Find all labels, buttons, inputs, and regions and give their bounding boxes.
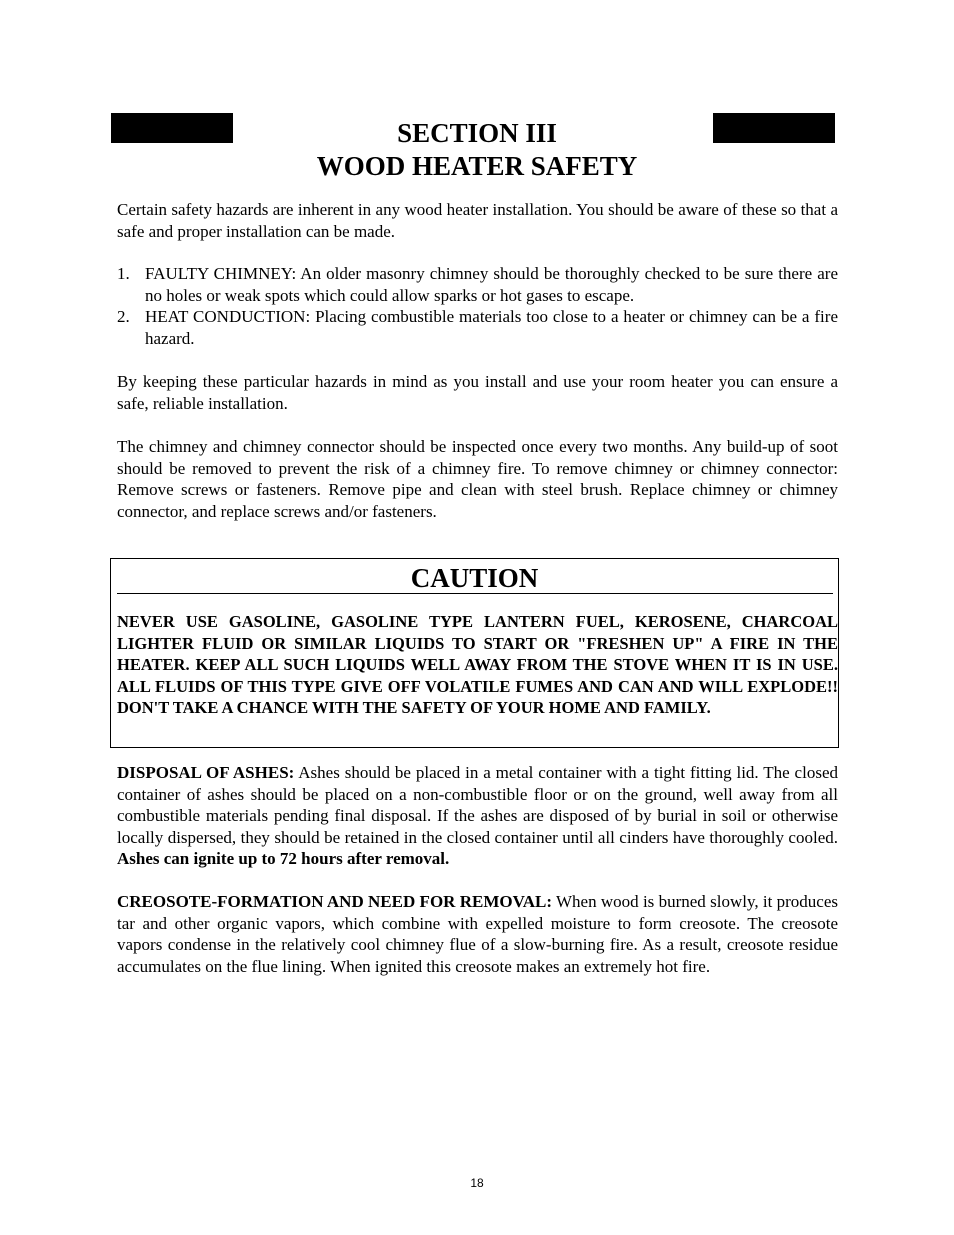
creosote-heading: CREOSOTE-FORMATION AND NEED FOR REMOVAL:	[117, 892, 552, 911]
safety-paragraph: By keeping these particular hazards in mind as you install and use your room heater you can ensure a safe, reliable installation.	[117, 372, 838, 413]
caution-box	[110, 558, 839, 748]
caution-title: CAUTION	[410, 563, 539, 593]
caution-text: NEVER USE GASOLINE, GASOLINE TYPE LANTERN FUEL, KEROSENE, CHARCOAL LIGHTER FLUID OR SIMILAR LIQUIDS TO START OR "FRESHEN UP" A FIRE IN THE HEATER. KEEP ALL SUCH LIQUIDS WELL AWAY FROM THE STOVE WHEN IT IS IN USE. ALL FLUIDS OF THIS TYPE GIVE OFF VOLATILE FUMES AND CAN AND WILL EXPLODE!! DON'T TAKE A CHANCE WITH THE SAFETY OF YOUR HOME AND FAMILY.	[117, 612, 838, 718]
list-item-text: FAULTY CHIMNEY: An older masonry chimney should be thoroughly checked to be sure there are no holes or weak spots which could allow sparks or hot gases to escape.	[145, 264, 838, 305]
list-item-number: 2.	[117, 307, 130, 326]
ashes-paragraph	[117, 762, 838, 870]
section-subtitle: WOOD HEATER SAFETY	[316, 151, 638, 181]
creosote-body: When wood is burned slowly, it produces tar and other organic vapors, which combine with expelled moisture to form creosote. The creosote vapors condense in the relatively cool chimney flue of a slow-burning fire. As a result, creosote residue accumulates on the flue lining. When ignited this creosote makes an extremely hot fire.	[117, 892, 839, 976]
ashes-warning: Ashes can ignite up to 72 hours after removal.	[117, 849, 450, 868]
caution-divider	[117, 593, 833, 594]
ashes-heading: DISPOSAL OF ASHES:	[117, 763, 295, 782]
list-item-text: HEAT CONDUCTION: Placing combustible materials too close to a heater or chimney can be a fire hazard.	[145, 307, 838, 348]
list-item	[117, 263, 838, 306]
page-number: 18	[470, 1176, 484, 1190]
section-title: SECTION III	[397, 118, 557, 148]
ashes-body: Ashes should be placed in a metal container with a tight fitting lid. The closed container of ashes should be placed on a non-combustible floor or on the ground, well away from all combustible materials pending final disposal. If the ashes are disposed of by burial in soil or otherwise locally dispersed, they should be retained in the closed container until all cinders have thoroughly cooled.	[117, 763, 838, 847]
chimney-inspection-paragraph: The chimney and chimney connector should be inspected once every two months. Any build-up of soot should be removed to prevent the risk of a chimney fire. To remove chimney or chimney connector: Remove screws or fasteners. Remove pipe and clean with steel brush. Replace chimney or chimney connector, and replace screws and/or fasteners.	[117, 437, 838, 521]
list-item	[117, 306, 838, 349]
creosote-paragraph	[117, 891, 838, 977]
list-item-number: 1.	[117, 264, 130, 283]
intro-paragraph: Certain safety hazards are inherent in any wood heater installation. You should be aware of these so that a safe and proper installation can be made.	[117, 200, 838, 241]
hazard-list	[117, 263, 838, 349]
